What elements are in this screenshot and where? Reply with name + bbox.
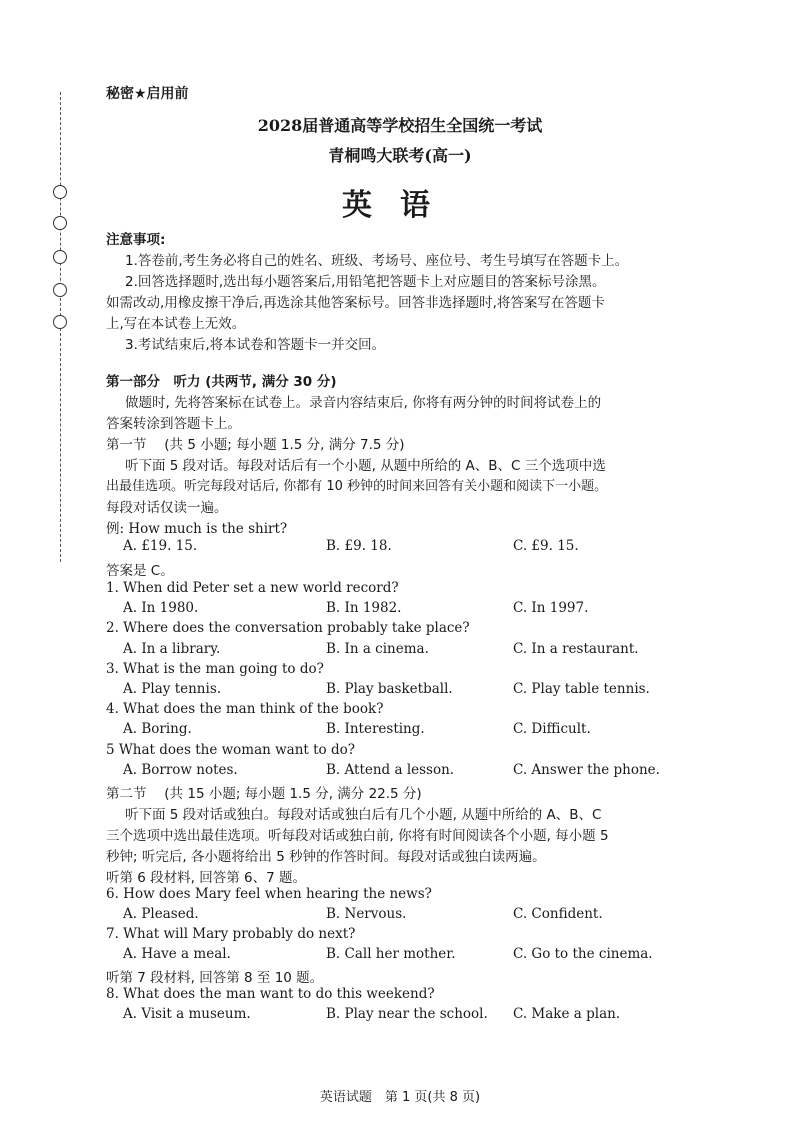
page-footer: 英语试题 第 1 页(共 8 页) (319, 1090, 481, 1105)
option-b: B. Interesting. (326, 721, 425, 737)
example-option-c: C. £9. 15. (513, 538, 579, 554)
option-c: C. Answer the phone. (513, 762, 660, 778)
option-a: A. In 1980. (123, 600, 199, 616)
question-2: 2. Where does the conversation probably take place? (106, 620, 470, 636)
listen-instruction-7: 听第 7 段材料, 回答第 8 至 10 题。 (106, 970, 324, 986)
notice-item-2-cont: 上,写在本试卷上无效。 (106, 316, 246, 332)
option-c: C. Go to the cinema. (513, 946, 653, 962)
subject-title: 英语 (342, 188, 458, 223)
exam-title: 2028届普通高等学校招生全国统一考试 (257, 116, 543, 135)
example-answer: 答案是 C。 (106, 563, 174, 579)
section2-instructions-cont: 秒钟; 听完后, 各小题将给出 5 秒钟的作答时间。每段对话或独白读两遍。 (106, 849, 546, 865)
section2-instructions: 听下面 5 段对话或独白。每段对话或独白后有几个小题, 从题中所给的 A、B、C (125, 807, 602, 823)
example-option-b: B. £9. 18. (326, 538, 392, 554)
secret-label: 秘密★启用前 (106, 86, 189, 102)
question-4: 4. What does the man think of the book? (106, 701, 384, 717)
option-c: C. Difficult. (513, 721, 591, 737)
exam-subtitle: 青桐鸣大联考(高一) (328, 146, 472, 165)
option-a: A. Boring. (123, 721, 192, 737)
section2-instructions-cont: 三个选项中选出最佳选项。听每段对话或独白前, 你将有时间阅读各个小题, 每小题 5 (106, 828, 609, 844)
binding-hole (53, 250, 67, 264)
option-a: A. Play tennis. (123, 681, 222, 697)
section1-heading: 第一节 (共 5 小题; 每小题 1.5 分, 满分 7.5 分) (106, 437, 405, 453)
section1-instructions: 听下面 5 段对话。每段对话后有一个小题, 从题中所给的 A、B、C 三个选项中选 (125, 458, 606, 474)
question-6: 6. How does Mary feel when hearing the news? (106, 886, 432, 902)
section1-instructions-cont: 出最佳选项。听完每段对话后, 你都有 10 秒钟的时间来回答有关小题和阅读下一小题。 (106, 479, 608, 494)
option-b: B. Call her mother. (326, 946, 456, 962)
notice-heading: 注意事项: (106, 232, 166, 248)
question-3: 3. What is the man going to do? (106, 661, 324, 677)
option-b: B. Attend a lesson. (326, 762, 455, 778)
notice-item-1: 1.答卷前,考生务必将自己的姓名、班级、考场号、座位号、考生号填写在答题卡上。 (125, 253, 629, 269)
question-1: 1. When did Peter set a new world record? (106, 580, 399, 596)
question-5: 5 What does the woman want to do? (106, 742, 355, 758)
option-b: B. Nervous. (326, 906, 407, 922)
option-a: A. Have a meal. (123, 946, 231, 962)
option-b: B. Play near the school. (326, 1006, 488, 1022)
binding-hole (53, 315, 67, 329)
option-b: B. In a cinema. (326, 641, 429, 657)
option-c: C. Play table tennis. (513, 681, 650, 697)
option-a: A. Visit a museum. (123, 1006, 251, 1022)
binding-hole (53, 283, 67, 297)
option-c: C. In 1997. (513, 600, 589, 616)
part1-heading: 第一部分 听力 (共两节, 满分 30 分) (106, 374, 337, 390)
option-b: B. In 1982. (326, 600, 402, 616)
question-8: 8. What does the man want to do this weekend? (106, 986, 435, 1002)
section1-instructions-cont: 每段对话仅读一遍。 (106, 500, 228, 516)
part1-intro-cont: 答案转涂到答题卡上。 (106, 416, 241, 432)
part1-intro: 做题时, 先将答案标在试卷上。录音内容结束后, 你将有两分钟的时间将试卷上的 (125, 395, 602, 411)
question-7: 7. What will Mary probably do next? (106, 926, 356, 942)
option-c: C. Confident. (513, 906, 603, 922)
notice-item-2: 2.回答选择题时,选出每小题答案后,用铅笔把答题卡上对应题目的答案标号涂黑。 (125, 274, 606, 290)
example-option-a: A. £19. 15. (123, 538, 198, 554)
option-b: B. Play basketball. (326, 681, 453, 697)
option-c: C. Make a plan. (513, 1006, 621, 1022)
option-a: A. Borrow notes. (123, 762, 238, 778)
option-a: A. Pleased. (123, 906, 199, 922)
listen-instruction-6: 听第 6 段材料, 回答第 6、7 题。 (106, 870, 307, 886)
option-c: C. In a restaurant. (513, 641, 639, 657)
option-a: A. In a library. (123, 641, 221, 657)
example-question: 例: How much is the shirt? (106, 521, 288, 537)
section2-heading: 第二节 (共 15 小题; 每小题 1.5 分, 满分 22.5 分) (106, 786, 422, 802)
notice-item-2-cont: 如需改动,用橡皮擦干净后,再选涂其他答案标号。回答非选择题时,将答案写在答题卡 (106, 295, 605, 311)
notice-item-3: 3.考试结束后,将本试卷和答题卡一并交回。 (125, 337, 386, 353)
